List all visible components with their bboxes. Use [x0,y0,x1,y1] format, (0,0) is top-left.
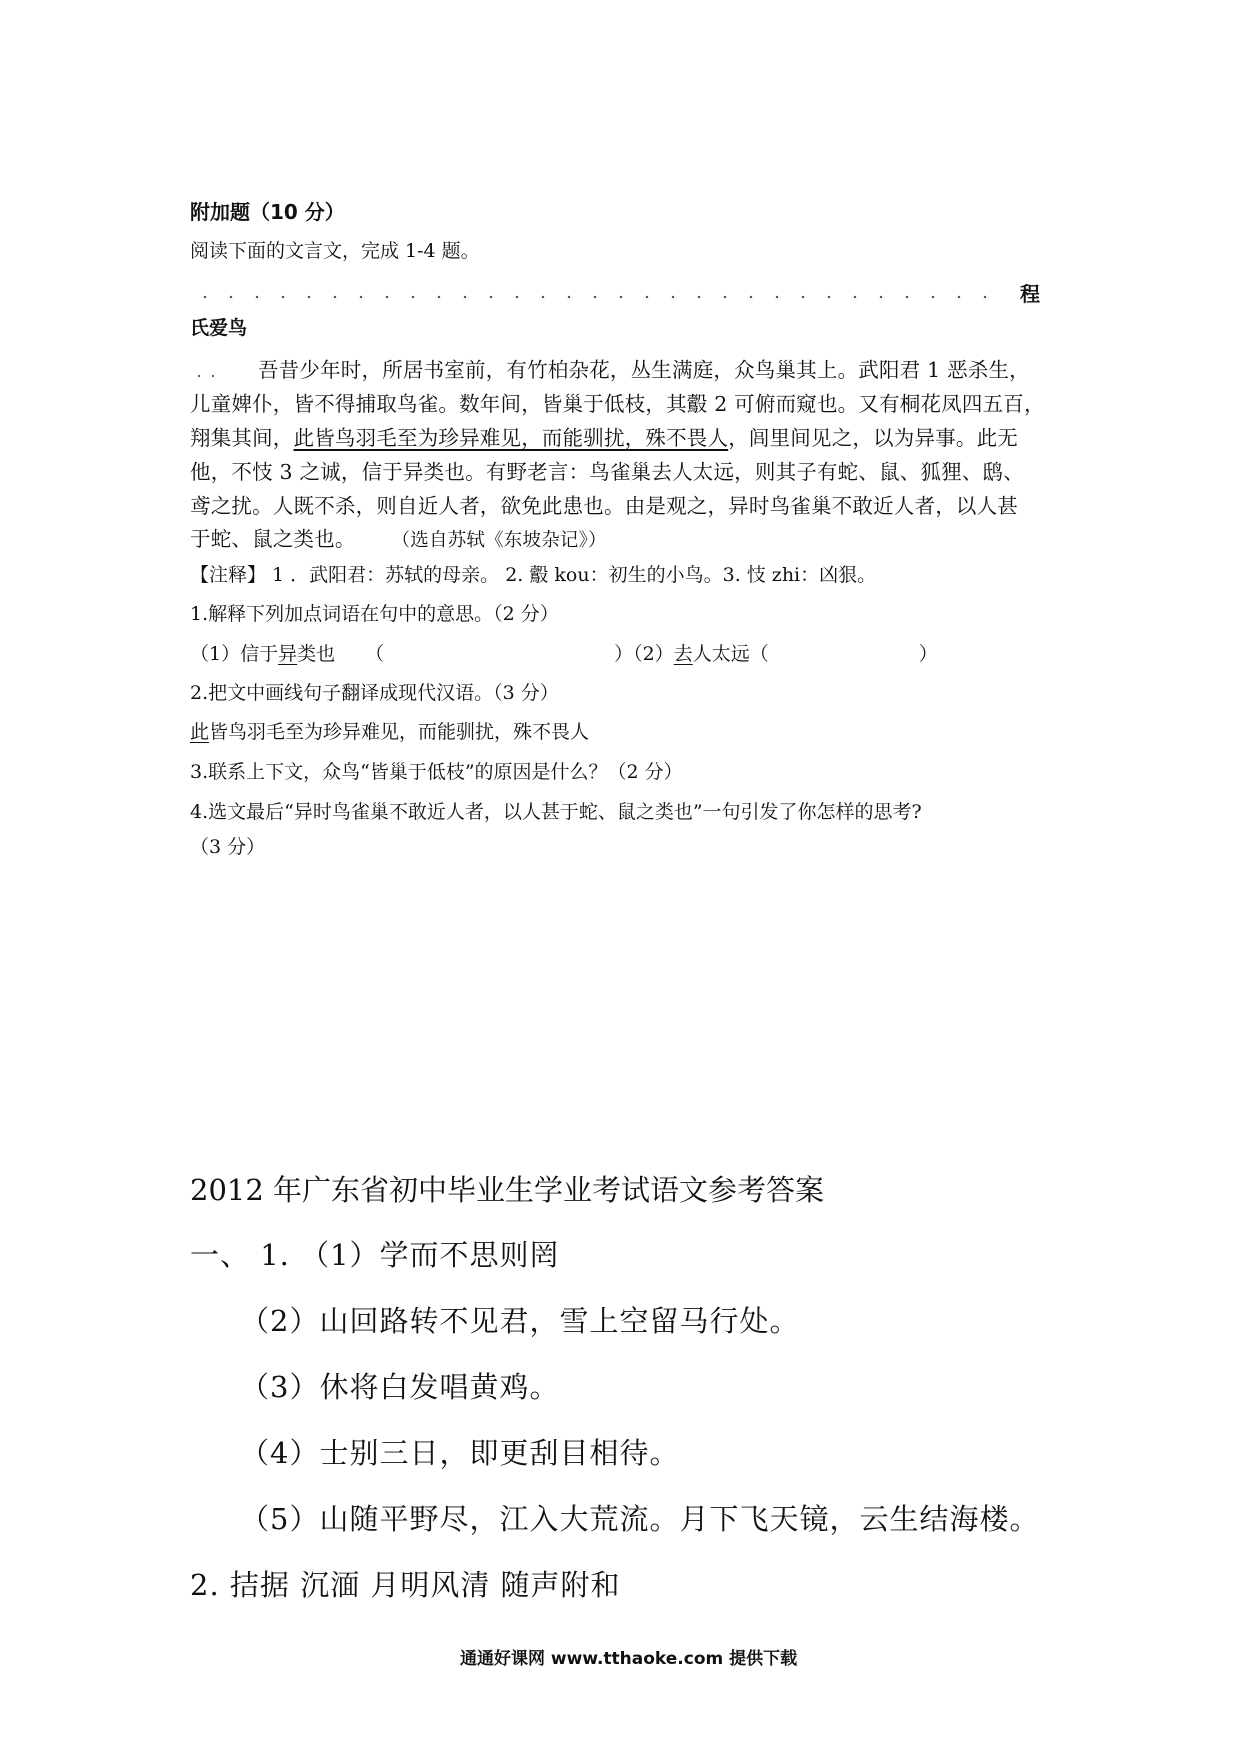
instruction: 阅读下面的文言文，完成 1-4 题。 [190,240,480,262]
extra-title: 附加题（10 分） [190,200,345,224]
passage-line-6-text: 于蛇、鼠之类也。 [190,527,356,551]
q1-item-2-end: 人太远（ [692,643,769,665]
footer-download-note: 通通好课网 www.tthaoke.com 提供下载 [460,1649,798,1669]
passage-line-3-end: ，闾里间见之，以为异事。此无 [728,426,1019,450]
answer-1-5: （5）山随平野尽，江入大荒流。月下飞天镜，云生结海楼。 [240,1502,1040,1536]
answer-1-1: 一、 1. （1）学而不思则罔 [190,1238,560,1272]
q1-answer-blank-1-open: （ [365,643,385,665]
question-4-score: （3 分） [190,836,266,858]
q2-sentence-rest: 皆鸟羽毛至为珍异难见，而能驯扰，殊不畏人 [209,721,590,743]
q1-answer-blank-2-close: ） [918,643,938,665]
dotted-indent-mark [192,374,222,378]
answer-1-3: （3）休将白发唱黄鸡。 [240,1370,560,1404]
passage-line-2: 儿童婢仆，皆不得捕取鸟雀。数年间，皆巢于低枝，其鷇 2 可俯而窥也。又有桐花凤四五百， [190,392,1045,416]
question-1-items [190,639,938,666]
q1-item-1-end: 类也 [297,643,336,665]
passage-line-3-start: 翔集其间， [190,426,294,450]
q2-underlined-char: 此 [190,721,210,743]
question-4: 4.选文最后“异时鸟雀巢不敢近人者，以人甚于蛇、鼠之类也”一句引发了你怎样的思考? [190,801,922,823]
dotted-separator [192,295,1000,299]
passage-source: （选自苏轼《东坡杂记》） [391,530,607,551]
passage-line-5: 鸢之扰。人既不杀，则自近人者，欲免此患也。由是观之，异时鸟雀巢不敢近人者，以人甚 [190,494,1018,518]
answers-title: 2012 年广东省初中毕业生学业考试语文参考答案 [190,1173,825,1207]
answer-1-4: （4）士别三日，即更刮目相待。 [240,1436,680,1470]
passage-title-part-a: 程 [1020,282,1040,306]
answer-2: 2. 拮据 沉湎 月明风清 随声附和 [190,1568,621,1602]
q1-item-2-start: ）（2） [614,643,674,665]
underlined-sentence: 此皆鸟羽毛至为珍异难见，而能驯扰，殊不畏人 [293,426,729,450]
question-2: 2.把文中画线句子翻译成现代汉语。（3 分） [190,682,559,704]
question-3: 3.联系上下文，众鸟“皆巢于低枝”的原因是什么？（2 分） [190,761,683,783]
answer-1-2: （2）山回路转不见君，雪上空留马行处。 [240,1304,800,1338]
q1-item-1-start: （1）信于 [190,643,279,665]
question-2-sentence [190,717,589,744]
q1-item-2-key-word: 去 [673,643,693,665]
passage-title-part-b: 氏爱鸟 [190,317,248,339]
passage-line-4: 他，不忮 3 之诚，信于异类也。有野老言：鸟雀巢去人太远，则其子有蛇、鼠、狐狸、鸱、 [190,460,1024,484]
question-1: 1.解释下列加点词语在句中的意思。（2 分） [190,603,559,625]
passage-line-6 [190,522,607,552]
q1-item-1-key-word: 异 [278,643,298,665]
passage-line-1: 吾昔少年时，所居书室前，有竹柏杂花，丛生满庭，众鸟巢其上。武阳君 1 恶杀生， [258,358,1030,382]
annotation-notes: 【注释】 1 ．武阳君：苏轼的母亲。 2. 鷇 kou：初生的小鸟。3. 忮 zhi：凶狠。 [190,564,877,586]
passage-line-3 [190,421,1018,451]
